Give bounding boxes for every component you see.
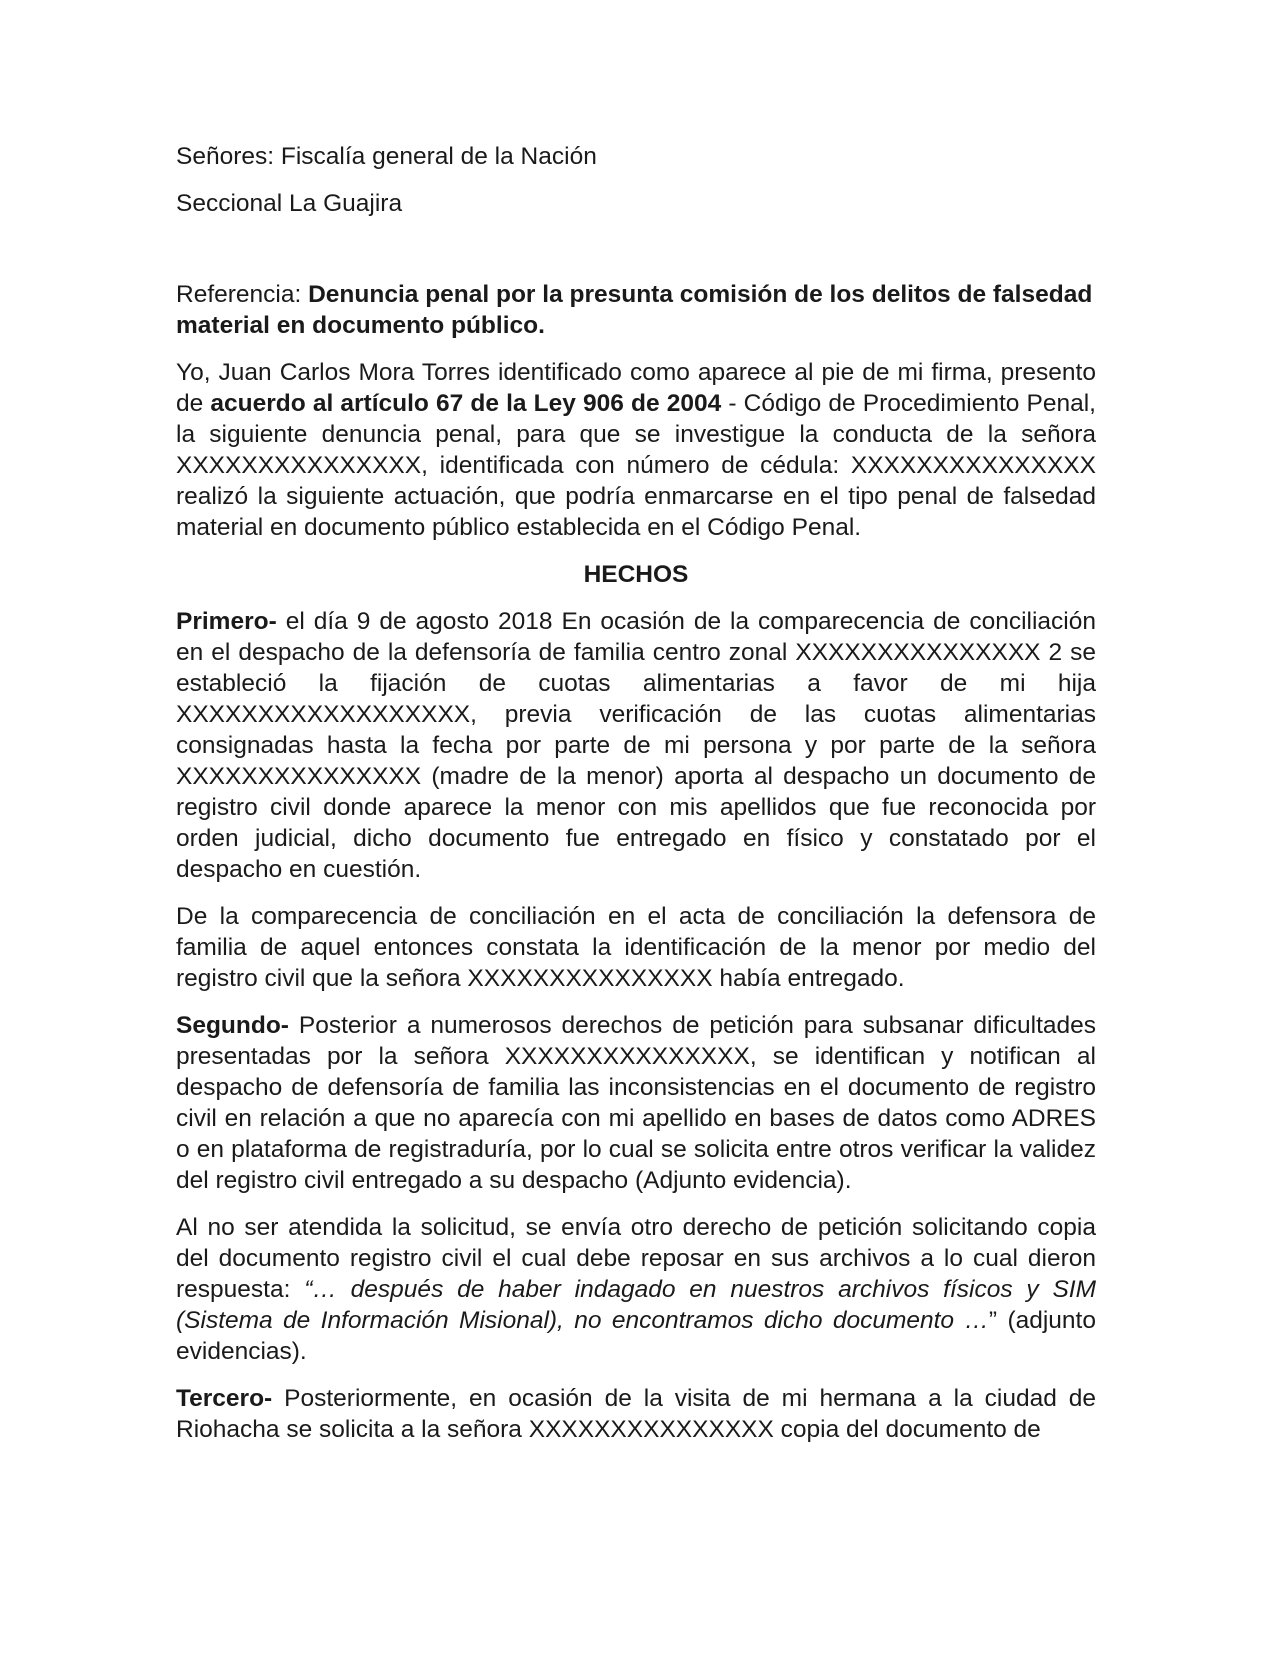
section-title-hechos: HECHOS	[583, 561, 689, 588]
document-page	[176, 141, 1096, 1461]
intro-text-start: Yo, Juan Carlos Mora Torres identificado como aparece al pie de mi firma, presento de	[176, 359, 1096, 417]
intro-paragraph	[176, 357, 1096, 543]
fact-segundo-label: Segundo-	[176, 1012, 289, 1039]
fact-primero-paragraph	[176, 606, 1096, 885]
intro-legal-basis: acuerdo al artículo 67 de la Ley 906 de 2004	[210, 390, 722, 417]
followup-text-end: ” (adjunto evidencias).	[176, 1307, 1096, 1365]
fact-segundo-followup	[176, 1212, 1096, 1367]
fact-segundo-paragraph	[176, 1010, 1096, 1196]
addressee-line: Señores: Fiscalía general de la Nación	[176, 143, 597, 170]
fact-tercero-text: Posteriormente, en ocasión de la visita de mi hermana a la ciudad de Riohacha se solicita a la señora XXXXXXXXXXXXXXX copia del documento de	[176, 1385, 1096, 1443]
fact-tercero-label: Tercero-	[176, 1385, 273, 1412]
intro-text-end: - Código de Procedimiento Penal, la siguiente denuncia penal, para que se investigue la conducta de la señora XXXXXXXXXXXXXXX, identificada con número de cédula: XXXXXXXXXXXXXXX realizó la siguiente actuación, que podría enmarcarse en el tipo penal de falsedad material en documento público establecida en el Código Penal.	[176, 390, 1096, 541]
reference-subject: Denuncia penal por la presunta comisión de los delitos de falsedad material en documento público.	[176, 281, 1093, 339]
fact-primero-text: el día 9 de agosto 2018 En ocasión de la comparecencia de conciliación en el despacho de la defensoría de familia centro zonal XXXXXXXXXXXXXXX 2 se estableció la fijación de cuotas alimentarias a favor de mi hija XXXXXXXXXXXXXXXXXX, previa verificación de las cuotas alimentarias consignadas hasta la fecha por parte de mi persona y por parte de la señora XXXXXXXXXXXXXXX (madre de la menor) aporta al despacho un documento de registro civil donde aparece la menor con mis apellidos que fue reconocida por orden judicial, dicho documento fue entregado en físico y constatado por el despacho en cuestión.	[176, 608, 1096, 883]
fact-primero-followup: De la comparecencia de conciliación en el acta de conciliación la defensora de familia de aquel entonces constata la identificación de la menor por medio del registro civil que la señora XXXXXXXXXXXXXXX había entregado.	[176, 903, 1096, 992]
reference-label: Referencia:	[176, 281, 309, 308]
fact-segundo-text: Posterior a numerosos derechos de petición para subsanar dificultades presentadas por la señora XXXXXXXXXXXXXXX, se identifican y notifican al despacho de defensoría de familia las inconsistencias en el documento de registro civil en relación a que no aparecía con mi apellido en bases de datos como ADRES o en plataforma de registraduría, por lo cual se solicita entre otros verificar la validez del registro civil entregado a su despacho (Adjunto evidencia).	[176, 1012, 1096, 1194]
addressee-office: Seccional La Guajira	[176, 190, 403, 217]
followup-text-start: Al no ser atendida la solicitud, se envía otro derecho de petición solicitando copia del documento registro civil el cual debe reposar en sus archivos a lo cual dieron respuesta:	[176, 1214, 1096, 1303]
fact-primero-label: Primero-	[176, 608, 277, 635]
reference-paragraph	[176, 279, 1096, 341]
fact-tercero-paragraph	[176, 1383, 1096, 1445]
quoted-response: “… después de haber indagado en nuestros archivos físicos y SIM (Sistema de Información Misional), no encontramos dicho documento …	[176, 1276, 1096, 1334]
